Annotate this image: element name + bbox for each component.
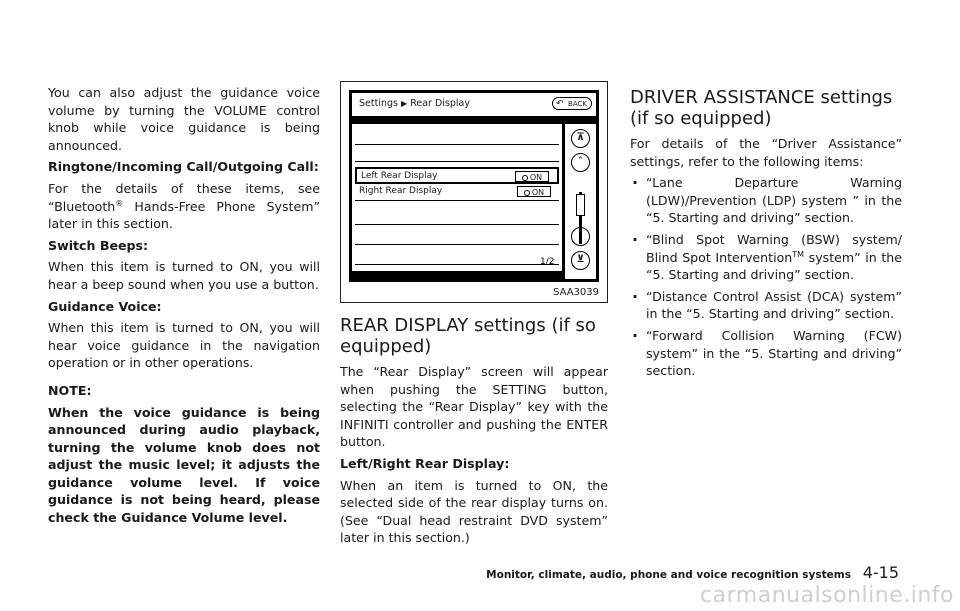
breadcrumb-arrow-icon: ▶ bbox=[401, 99, 408, 108]
page-up-icon[interactable]: ⊼ bbox=[571, 129, 590, 148]
list-item: . “Forward Collision Warning (FCW) system” in the “5. Starting and driving” section. bbox=[630, 327, 902, 380]
bullet2-text-b: system” in the “5. Starting and driving” section. bbox=[646, 249, 902, 283]
guidance-voice-heading: Guidance Voice: bbox=[48, 298, 162, 314]
figure-code: SAA3039 bbox=[553, 287, 599, 298]
right-column bbox=[630, 87, 902, 384]
rear-display-figure bbox=[340, 81, 608, 303]
indicator-dot-icon bbox=[524, 190, 530, 196]
scroll-up-icon[interactable]: ˄ bbox=[571, 153, 590, 172]
list-item-right-rear-display[interactable] bbox=[355, 184, 559, 201]
registered-mark: ® bbox=[115, 198, 124, 208]
empty-row bbox=[355, 208, 559, 225]
left-column bbox=[48, 84, 320, 531]
trademark-mark: TM bbox=[792, 249, 805, 259]
switch-beeps-heading: Switch Beeps: bbox=[48, 237, 149, 253]
watermark: carmanualsonline.info bbox=[700, 583, 954, 608]
scroll-down-icon[interactable]: ˅ bbox=[571, 227, 590, 246]
bullet2-text-a: “Blind Spot Warning (BSW) system/ Blind Spot Intervention bbox=[646, 231, 902, 265]
breadcrumb-rear-display: Rear Display bbox=[410, 98, 470, 109]
toggle-value: ON bbox=[529, 173, 543, 182]
back-arrow-icon: ↶ bbox=[556, 99, 564, 109]
middle-column bbox=[340, 315, 608, 551]
note-heading: NOTE: bbox=[48, 382, 92, 398]
left-right-rear-display-heading: Left/Right Rear Display: bbox=[340, 455, 510, 471]
rear-display-intro: The “Rear Display” screen will appear when pushing the SETTING button, selecting the “Rear Display” key with the INFINITI controller and pushing the ENTER button. bbox=[340, 364, 608, 450]
screen-title-bar bbox=[352, 93, 596, 116]
list-item: . “Lane Departure Warning (LDW)/Prevention (LDP) system ” in the “5. Starting and driving” section. bbox=[630, 174, 902, 227]
toggle-value: ON bbox=[531, 188, 545, 197]
indicator-dot-icon bbox=[522, 175, 528, 181]
list-item: . “Distance Control Assist (DCA) system” in the “5. Starting and driving” section. bbox=[630, 288, 902, 323]
left-right-rear-display-paragraph: When an item is turned to ON, the selected side of the rear display turns on. (See “Dual head restraint DVD system” later in this section.) bbox=[340, 477, 608, 546]
ringtone-paragraph bbox=[48, 180, 320, 233]
right-rear-display-toggle[interactable] bbox=[517, 186, 551, 197]
page-down-icon[interactable]: ⊻ bbox=[571, 251, 590, 270]
guidance-volume-paragraph: You can also adjust the guidance voice volume by turning the VOLUME control knob while voice guidance is being announced. bbox=[48, 85, 320, 153]
scroll-bar[interactable] bbox=[565, 124, 596, 279]
empty-row bbox=[355, 128, 559, 145]
breadcrumb-settings: Settings bbox=[359, 98, 398, 109]
empty-row bbox=[355, 228, 559, 245]
guidance-voice-paragraph: When this item is turned to ON, you will hear voice guidance in the navigation operation or in other operations. bbox=[48, 320, 320, 371]
back-button[interactable] bbox=[552, 97, 592, 110]
list-item-left-rear-display[interactable] bbox=[355, 167, 559, 184]
switch-beeps-paragraph: When this item is turned to ON, you will hear a beep sound when you use a button. bbox=[48, 259, 320, 292]
driver-assistance-intro: For details of the “Driver Assistance” settings, refer to the following items: bbox=[630, 136, 902, 169]
ringtone-text-a: For the details of these items, see “Bluetooth bbox=[48, 180, 320, 214]
ringtone-heading: Ringtone/Incoming Call/Outgoing Call: bbox=[48, 159, 319, 175]
left-rear-display-label: Left Rear Display bbox=[361, 171, 438, 181]
ringtone-text-b: Hands-Free Phone System” later in this section. bbox=[48, 198, 320, 232]
note-paragraph: When the voice guidance is being announced during audio playback, turning the volume knob does not adjust the music level; it adjusts the guidance volume level. If voice guidance is not being heard, please check the Guidance Volume level. bbox=[48, 404, 320, 526]
driver-assistance-list bbox=[630, 174, 902, 380]
empty-row bbox=[355, 145, 559, 162]
driver-assistance-heading: DRIVER ASSISTANCE settings (if so equipped) bbox=[630, 87, 893, 129]
left-rear-display-toggle[interactable] bbox=[515, 171, 549, 182]
footer-section-title: Monitor, climate, audio, phone and voice recognition systems bbox=[486, 569, 851, 581]
back-label: BACK bbox=[568, 100, 587, 108]
page-indicator: 1/2 bbox=[540, 257, 555, 267]
screen-breadcrumb bbox=[359, 98, 470, 109]
list-item bbox=[630, 231, 902, 284]
empty-row bbox=[355, 248, 559, 265]
scroll-thumb[interactable] bbox=[576, 194, 585, 216]
settings-list bbox=[352, 124, 562, 271]
display-screen bbox=[349, 90, 599, 282]
right-rear-display-label: Right Rear Display bbox=[359, 186, 443, 196]
rear-display-heading: REAR DISPLAY settings (if so equipped) bbox=[340, 315, 596, 357]
page-footer bbox=[486, 563, 899, 585]
page-number: 4-15 bbox=[862, 563, 899, 582]
